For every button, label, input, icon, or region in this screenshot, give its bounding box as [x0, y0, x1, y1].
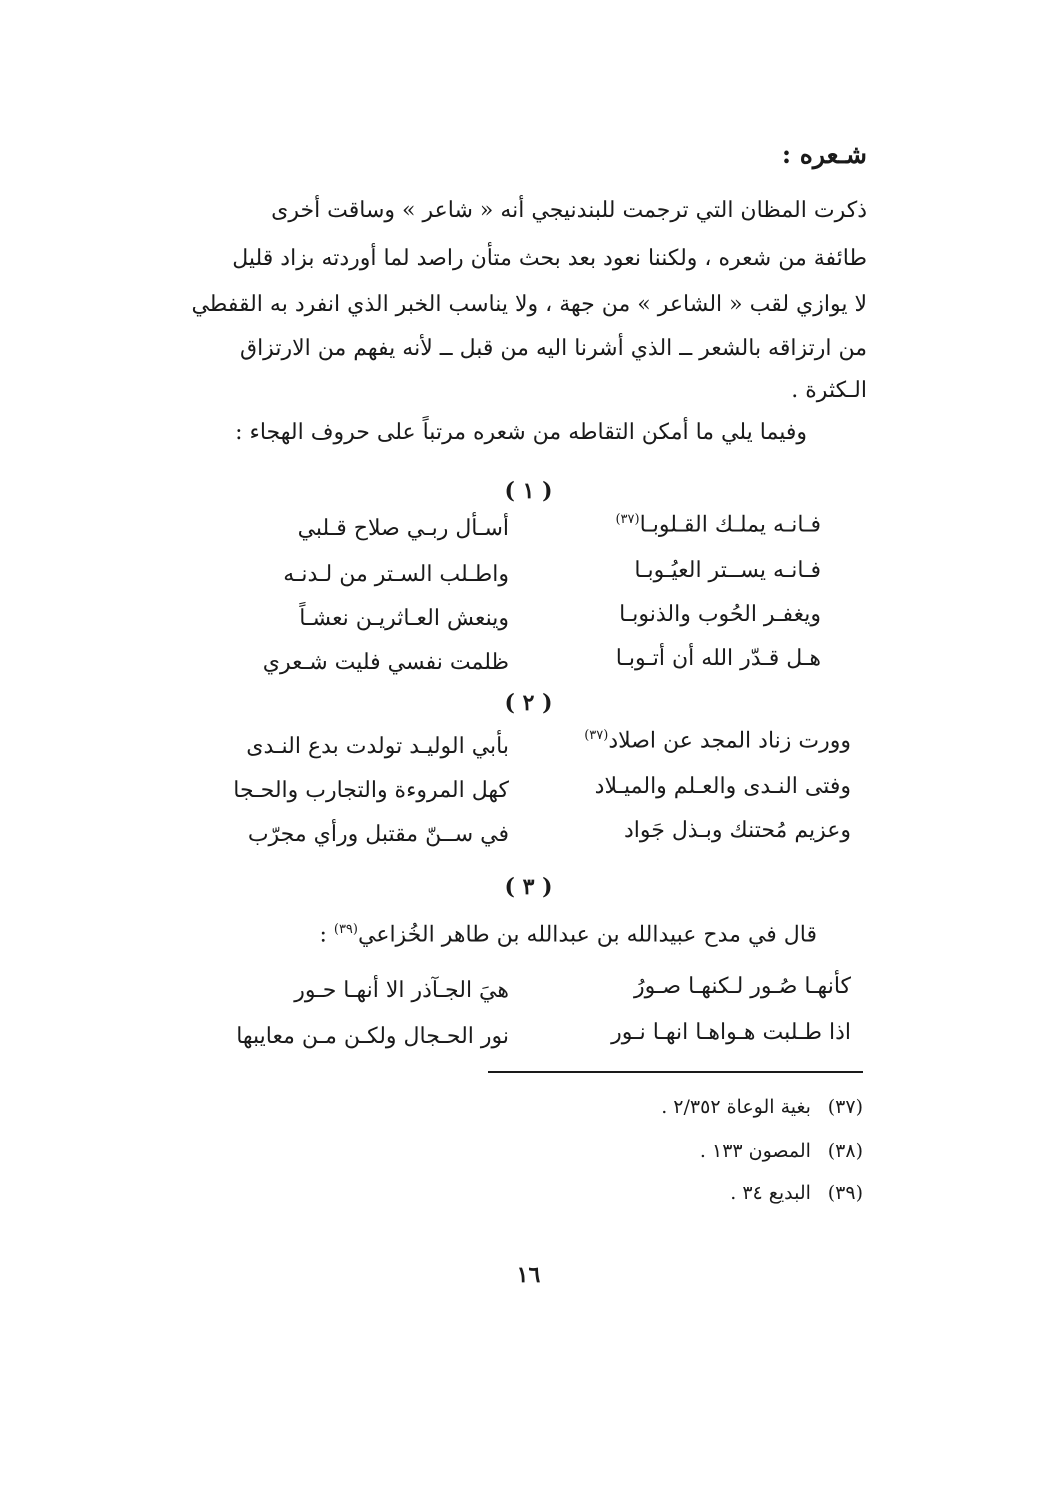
- footnote: [661, 1096, 863, 1118]
- poem-number: ( ١ ): [504, 478, 553, 504]
- paragraph-line: من ارتزاقه بالشعر ــ الذي أشرنا اليه من قبل ــ لأنه يفهم من الارتزاق: [240, 336, 867, 361]
- poem-number: ( ٣ ): [504, 874, 553, 900]
- verse-second-hemistich: وعزيم مُحتنك وبـذل جَواد: [623, 818, 851, 843]
- poem-number: ( ٢ ): [504, 690, 553, 716]
- paragraph-line: ذكرت المظان التي ترجمت للبندنيجي أنه « شاعر » وساقت أخرى: [271, 198, 867, 223]
- verse-first-hemistich: بأبي الوليـد تولدت بدع النـدى: [246, 734, 509, 759]
- verse-second-hemistich: كأنهـا صُـور لـكنهـا صـورُ: [633, 974, 851, 999]
- verse-first-hemistich: كهل المروءة والتجارب والحـجا: [233, 778, 509, 803]
- footnote: [700, 1140, 863, 1162]
- verse-second-hemistich: هـل قـدّر الله أن أتـوبـا: [615, 646, 821, 671]
- footnote-ref: (٣٧): [584, 728, 609, 743]
- footnote-number: (٣٧): [827, 1096, 863, 1118]
- verse-second-hemistich: فـانـه يســتر العيُـوبـا: [634, 558, 821, 583]
- verse-second-hemistich: اذا طـلبت هـواهـا انهـا نـور: [611, 1020, 851, 1045]
- intro-line: وفيما يلي ما أمكن التقاطه من شعره مرتباً على حروف الهجاء :: [235, 420, 807, 445]
- footnote-number: (٣٩): [827, 1182, 863, 1204]
- verse-first-hemistich: وينعش العـاثريـن نعشـاً: [299, 606, 509, 631]
- paragraph-line: لا يوازي لقب « الشاعر » من جهة ، ولا يناسب الخبر الذي انفرد به القفطي: [191, 292, 867, 317]
- page-number: ١٦: [516, 1262, 541, 1288]
- verse-first-hemistich: ظلمت نفسي فليت شـعري: [262, 650, 509, 675]
- verse-second-hemistich: ويغفـر الحُوب والذنوبـا: [619, 602, 821, 627]
- verse-first-hemistich: في ســنّ مقتبل ورأي مجرّب: [247, 822, 509, 847]
- verse-first-hemistich: نور الحـجال ولكـن مـن معايبها: [236, 1024, 509, 1049]
- footnote-ref: (٣٧): [615, 512, 640, 527]
- footnote-text: المصون ١٣٣ .: [699, 1140, 811, 1162]
- poem-intro: قال في مدح عبيدالله بن عبدالله بن طاهر الخُزاعي$^{(٣٩)}$ :: [319, 922, 817, 948]
- verse-first-hemistich: هيَ الجـآذر الا أنهـا حـور: [294, 978, 509, 1003]
- verse-second-hemistich: وورت زناد المجد عن اصلاد$^{(٣٧)}$: [584, 728, 851, 754]
- footnote-text: بغية الوعاة ٢/٣٥٢ .: [661, 1096, 811, 1118]
- footnote-text: البديع ٣٤ .: [730, 1182, 811, 1204]
- footnote-divider: [488, 1071, 863, 1073]
- section-heading: شـعره :: [781, 140, 867, 169]
- footnote-ref: (٣٩): [333, 922, 358, 937]
- footnote: [730, 1182, 863, 1204]
- verse-first-hemistich: أسـأل ربـي صلاح قـلبي: [297, 516, 509, 541]
- verse-first-hemistich: واطـلب السـتر من لـدنـه: [283, 562, 509, 587]
- paragraph-line: الـكثرة .: [791, 378, 867, 403]
- footnote-number: (٣٨): [827, 1140, 863, 1162]
- paragraph-line: طائفة من شعره ، ولكننا نعود بعد بحث متأن راصد لما أوردته بزاد قليل: [232, 246, 867, 271]
- verse-second-hemistich: فـانـه يملـك القـلوبـا$^{(٣٧)}$: [615, 512, 821, 538]
- verse-second-hemistich: وفتى النـدى والعـلم والميـلاد: [594, 774, 851, 799]
